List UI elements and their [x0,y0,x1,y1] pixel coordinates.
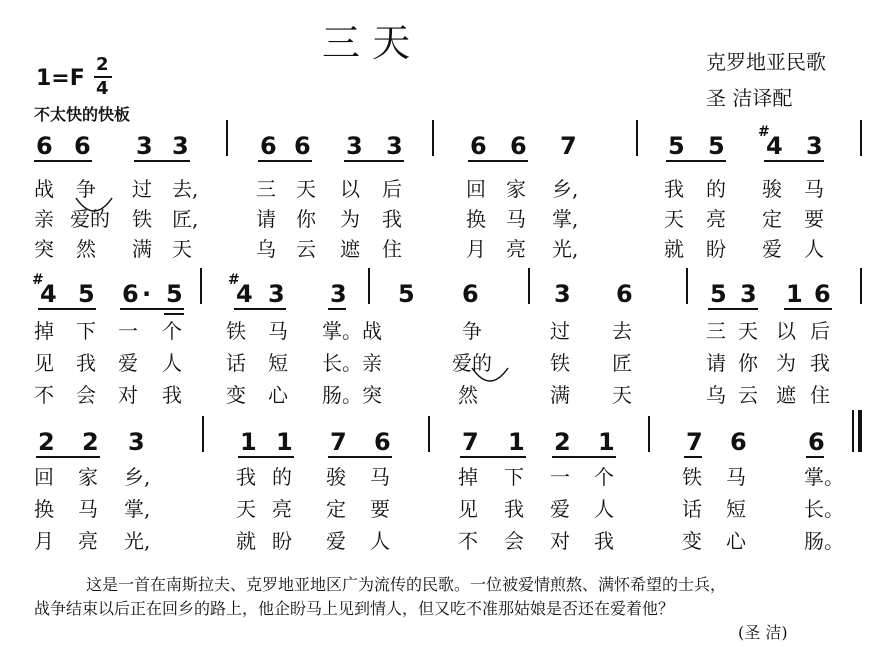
lyric: 月 [466,237,486,261]
lyric: 对 [550,529,570,553]
bar-line [860,120,862,156]
origin-label: 克罗地亚民歌 [706,50,826,74]
note: 6 [294,132,311,160]
lyric: 心 [726,529,746,553]
lyric: 住 [810,383,830,407]
lyric: 满 [550,383,570,407]
lyric: 见 [34,351,54,375]
lyric: 掌, [124,497,151,521]
note: 1 [786,280,803,308]
lyric: 不 [458,529,478,553]
key-signature: 1=F [36,66,85,91]
bar-line [200,268,202,304]
lyric: 去, [172,177,199,201]
lyric: 云 [296,237,316,261]
lyric: 马 [804,177,824,201]
lyric: 铁 [550,351,570,375]
beam [328,308,346,310]
lyric: 遮 [340,237,360,261]
lyric: 变 [682,529,702,553]
note: 3 [740,280,757,308]
lyric: 回 [34,465,54,489]
sharp-sign: # [32,272,44,288]
lyric: 盼 [272,529,292,553]
lyric: 回 [466,177,486,201]
note: 2 [38,428,55,456]
lyric: 住 [382,237,402,261]
final-bar-thick [858,410,862,452]
lyric: 人 [162,351,182,375]
lyric: 一 [118,319,138,343]
lyric: 过 [132,177,152,201]
note: 6 [730,428,747,456]
arranger-label: 圣 洁译配 [706,86,793,110]
lyric: 我 [76,351,96,375]
lyric: 的 [272,465,292,489]
note: 6 [510,132,527,160]
lyric: 我 [382,207,402,231]
lyric: 短 [268,351,288,375]
lyric: 战 [34,177,54,201]
lyric: 乌 [706,383,726,407]
lyric: 然 [76,237,96,261]
beam [328,456,392,458]
lyric: 乌 [256,237,276,261]
lyric: 爱 [550,497,570,521]
lyric: 马 [370,465,390,489]
lyric: 乡, [124,465,151,489]
bar-line [226,120,228,156]
note: 7 [560,132,577,160]
lyric: 我 [594,529,614,553]
beam [120,308,184,310]
lyric: 三 [706,319,726,343]
lyric: 突 [34,237,54,261]
note: 2 [82,428,99,456]
note: 1 [508,428,525,456]
note: 6 [814,280,831,308]
lyric: 后 [382,177,402,201]
lyric: 下 [504,465,524,489]
lyric: 过 [550,319,570,343]
note: 6 [74,132,91,160]
note: 3 [330,280,347,308]
lyric: 定 [762,207,782,231]
note: 5 [398,280,415,308]
note: 5 [710,280,727,308]
lyric: 话 [226,351,246,375]
lyric: 人 [370,529,390,553]
lyric: 云 [738,383,758,407]
lyric: 亮 [78,529,98,553]
lyric: 天 [296,177,316,201]
lyric: 会 [504,529,524,553]
lyric: 定 [326,497,346,521]
lyric: 亮 [506,237,526,261]
note: 7 [462,428,479,456]
beam [134,160,190,162]
lyric: 去 [612,319,632,343]
lyric: 争 [76,177,96,201]
lyric: 我 [162,383,182,407]
lyric: 会 [76,383,96,407]
beam [684,456,702,458]
lyric: 天 [236,497,256,521]
lyric: 爱 [118,351,138,375]
lyric: 掌。 [804,465,844,489]
lyric: 马 [268,319,288,343]
tempo-marking: 不太快的快板 [34,105,131,124]
beam [784,308,832,310]
lyric: 天 [612,383,632,407]
beam [468,160,528,162]
note: 6 [470,132,487,160]
note: 5 [78,280,95,308]
lyric: 长。 [804,497,844,521]
note: 4 [236,280,253,308]
lyric: 我 [664,177,684,201]
time-signature-top: 2 [96,54,109,75]
beam [258,160,312,162]
beam [238,456,294,458]
lyric: 光, [124,529,151,553]
bar-line [648,416,650,452]
lyric: 个 [594,465,614,489]
lyric: 为 [340,207,360,231]
note: 6 [808,428,825,456]
beam [666,160,726,162]
lyric: 就 [236,529,256,553]
lyric: 亲 [34,207,54,231]
beam [806,456,824,458]
slur-mark [74,196,114,222]
lyric: 爱的 [70,207,110,231]
slur-mark [470,366,510,392]
lyric: 人 [804,237,824,261]
lyric: 掉 [34,319,54,343]
beam [164,313,184,315]
lyric: 为 [776,351,796,375]
footer-note-line-2: 战争结束以后正在回乡的路上，他企盼马上见到情人，但又吃不准那姑娘是否还在爱着他？ [34,599,675,618]
lyric: 要 [370,497,390,521]
lyric: 铁 [132,207,152,231]
beam [460,456,526,458]
lyric: 爱的 [452,351,492,375]
lyric: 遮 [776,383,796,407]
lyric: 掌, [552,207,579,231]
note: 6 [462,280,479,308]
beam [344,160,404,162]
note: 3 [554,280,571,308]
lyric: 我 [236,465,256,489]
note: 1 [598,428,615,456]
beam [34,160,92,162]
sharp-sign: # [758,124,770,140]
lyric: 铁 [226,319,246,343]
note: 2 [554,428,571,456]
lyric: 的 [706,177,726,201]
bar-line [432,120,434,156]
note: 1 [276,428,293,456]
note: 3 [128,428,145,456]
lyric: 见 [458,497,478,521]
lyric: 对 [118,383,138,407]
lyric: 家 [506,177,526,201]
lyric: 你 [296,207,316,231]
lyric: 天 [738,319,758,343]
note: 6 [616,280,633,308]
lyric: 变 [226,383,246,407]
lyric: 肠。 [804,529,844,553]
bar-line [428,416,430,452]
lyric: 掌。战 [322,319,382,343]
note: 3 [386,132,403,160]
lyric: 匠, [172,207,199,231]
lyric: 争 [462,319,482,343]
note: 7 [330,428,347,456]
beam [708,308,758,310]
lyric: 我 [504,497,524,521]
lyric: 后 [810,319,830,343]
lyric: 肠。突 [322,383,382,407]
bar-line [368,268,370,304]
lyric: 换 [34,497,54,521]
lyric: 爱 [762,237,782,261]
note: 4 [766,132,783,160]
song-title: 三 天 [322,21,411,65]
lyric: 亮 [272,497,292,521]
bar-line [528,268,530,304]
lyric: 家 [78,465,98,489]
note: 6 [36,132,53,160]
lyric: 天 [664,207,684,231]
note: 3 [136,132,153,160]
lyric: 一 [550,465,570,489]
lyric: 短 [726,497,746,521]
lyric: 马 [78,497,98,521]
lyric: 下 [76,319,96,343]
lyric: 马 [726,465,746,489]
note: 3 [346,132,363,160]
lyric: 三 [256,177,276,201]
lyric: 铁 [682,465,702,489]
lyric: 光, [552,237,579,261]
lyric: 长。亲 [322,351,382,375]
lyric: 然 [458,383,478,407]
note: 6 [374,428,391,456]
beam [36,456,100,458]
lyric: 不 [34,383,54,407]
lyric: 乡, [552,177,579,201]
bar-line [636,120,638,156]
lyric: 你 [738,351,758,375]
lyric: 要 [804,207,824,231]
lyric: 满 [132,237,152,261]
lyric: 盼 [706,237,726,261]
lyric: 掉 [458,465,478,489]
lyric: 换 [466,207,486,231]
final-bar-thin [852,410,854,452]
lyric: 个 [162,319,182,343]
note: 4 [40,280,57,308]
lyric: 就 [664,237,684,261]
bar-line [860,268,862,304]
sharp-sign: # [228,272,240,288]
lyric: 请 [256,207,276,231]
lyric: 请 [706,351,726,375]
lyric: 话 [682,497,702,521]
lyric: 心 [268,383,288,407]
lyric: 骏 [762,177,782,201]
dot: · [142,280,152,308]
lyric: 马 [506,207,526,231]
beam [552,456,616,458]
bar-line [202,416,204,452]
lyric: 骏 [326,465,346,489]
note: 1 [240,428,257,456]
note: 3 [172,132,189,160]
note: 5 [668,132,685,160]
lyric: 爱 [326,529,346,553]
beam [38,308,96,310]
note: 5 [166,280,183,308]
lyric: 天 [172,237,192,261]
note: 3 [268,280,285,308]
beam [764,160,824,162]
beam [234,308,286,310]
lyric: 亮 [706,207,726,231]
note: 6 [122,280,139,308]
lyric: 人 [594,497,614,521]
note: 3 [806,132,823,160]
footer-signature: (圣 洁) [738,623,788,642]
footer-note-line-1: 这是一首在南斯拉夫、克罗地亚地区广为流传的民歌。一位被爱情煎熬、满怀希望的士兵， [86,575,727,594]
note: 6 [260,132,277,160]
note: 5 [708,132,725,160]
time-signature-bottom: 4 [96,78,109,99]
lyric: 月 [34,529,54,553]
bar-line [686,268,688,304]
note: 7 [686,428,703,456]
lyric: 我 [810,351,830,375]
lyric: 以 [776,319,796,343]
lyric: 以 [340,177,360,201]
lyric: 匠 [612,351,632,375]
